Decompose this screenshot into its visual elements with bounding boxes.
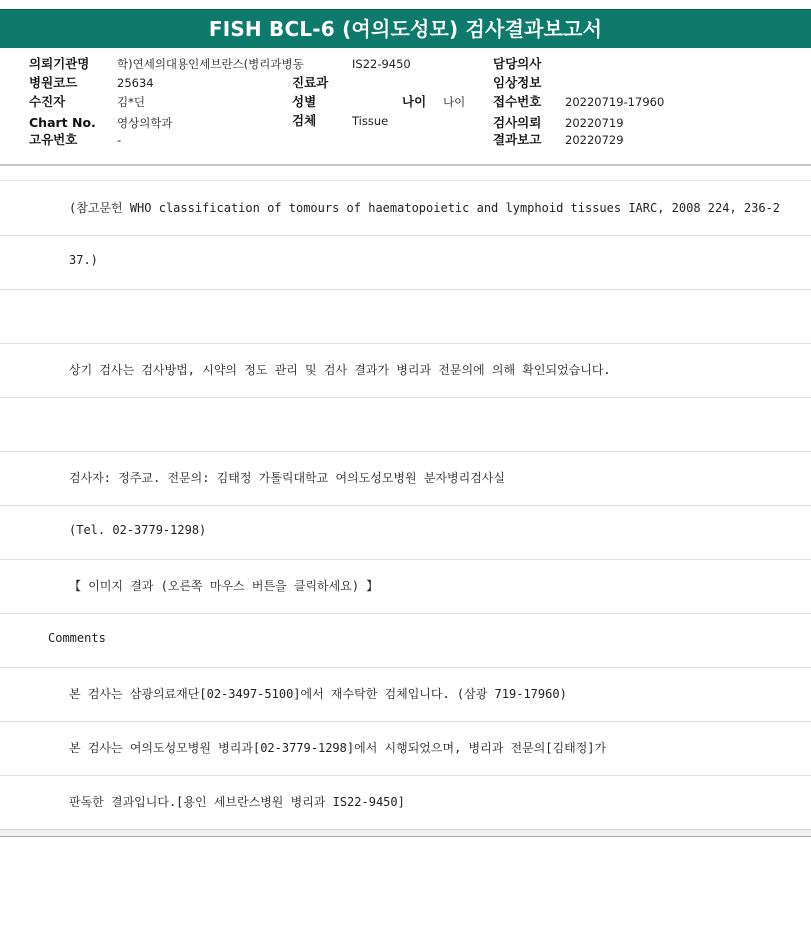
patient-info-header [0,48,811,166]
receipt-number-label: 접수번호 [493,94,542,109]
hospital-code-label: 병원코드 [29,75,78,90]
pathology-number: IS22-9450 [352,57,411,71]
result-text-area [0,181,811,829]
result-line[interactable] [0,559,811,614]
hospital-code-value: 25634 [117,76,154,90]
bottom-divider [0,829,811,837]
chart-number-label: Chart No. [29,115,96,130]
comments-heading: Comments [48,631,106,645]
institution-label: 의뢰기관명 [29,56,90,71]
result-line [0,181,811,236]
report-title: FISH BCL-6 (여의도성모) 검사결과보고서 [0,9,811,49]
unique-number-label: 고유번호 [29,132,78,147]
telephone-info: (Tel. 02-3779-1298) [69,523,207,537]
request-date-label: 검사의뢰 [493,115,542,130]
reference-text-continued: 37.) [69,253,98,267]
patient-value: 김*딘 [117,95,145,109]
institution-value: 학)연세의대용인세브란스(병리과병동 [117,57,304,71]
result-line [0,397,811,452]
clinical-info-label: 임상정보 [493,75,542,90]
result-line [0,235,811,290]
examiner-info: 검사자: 정주교. 전문의: 김태정 가톨릭대학교 여의도성모병원 분자병리검사실 [69,471,505,485]
unique-number-value: - [117,133,122,147]
report-date-value: 20220729 [565,133,624,147]
result-line [0,451,811,506]
result-line [0,775,811,830]
doctor-label: 담당의사 [493,56,542,71]
department-label: 진료과 [292,75,329,90]
comment-referral: 본 검사는 삼광의료재단[02-3497-5100]에서 재수탁한 검체입니다. (삼광 719-17960) [69,687,567,701]
comment-performed: 본 검사는 여의도성모병원 병리과[02-3779-1298]에서 시행되었으며, 병리과 전문의[김태정]가 [69,741,607,755]
result-line [0,721,811,776]
specimen-label: 검체 [292,113,317,128]
result-line [0,505,811,560]
specimen-value: Tissue [352,114,389,128]
reference-text: (참고문헌 WHO classification of tomours of haematopoietic and lymphoid tissues IARC, 2008 224, 236-2 [69,201,781,215]
image-result-link[interactable]: 【 이미지 결과 (오른쪽 마우스 버튼을 클릭하세요) 】 [69,579,379,593]
chart-number-value: 영상의학과 [117,116,173,130]
comment-interpretation: 판독한 결과입니다.[용인 세브란스병원 병리과 IS22-9450] [69,795,405,809]
result-line [0,289,811,344]
receipt-number-value: 20220719-17960 [565,95,665,109]
sex-label: 성별 [292,94,317,109]
request-date-value: 20220719 [565,116,624,130]
result-line [0,343,811,398]
section-divider [0,166,811,181]
result-line [0,667,811,722]
result-line [0,613,811,668]
age-value: 나이 [443,95,466,109]
report-date-label: 결과보고 [493,132,542,147]
verification-statement: 상기 검사는 검사방법, 시약의 정도 관리 및 검사 결과가 병리과 전문의에 의해 확인되었습니다. [69,363,611,377]
age-label: 나이 [402,94,427,109]
patient-label: 수진자 [29,94,66,109]
